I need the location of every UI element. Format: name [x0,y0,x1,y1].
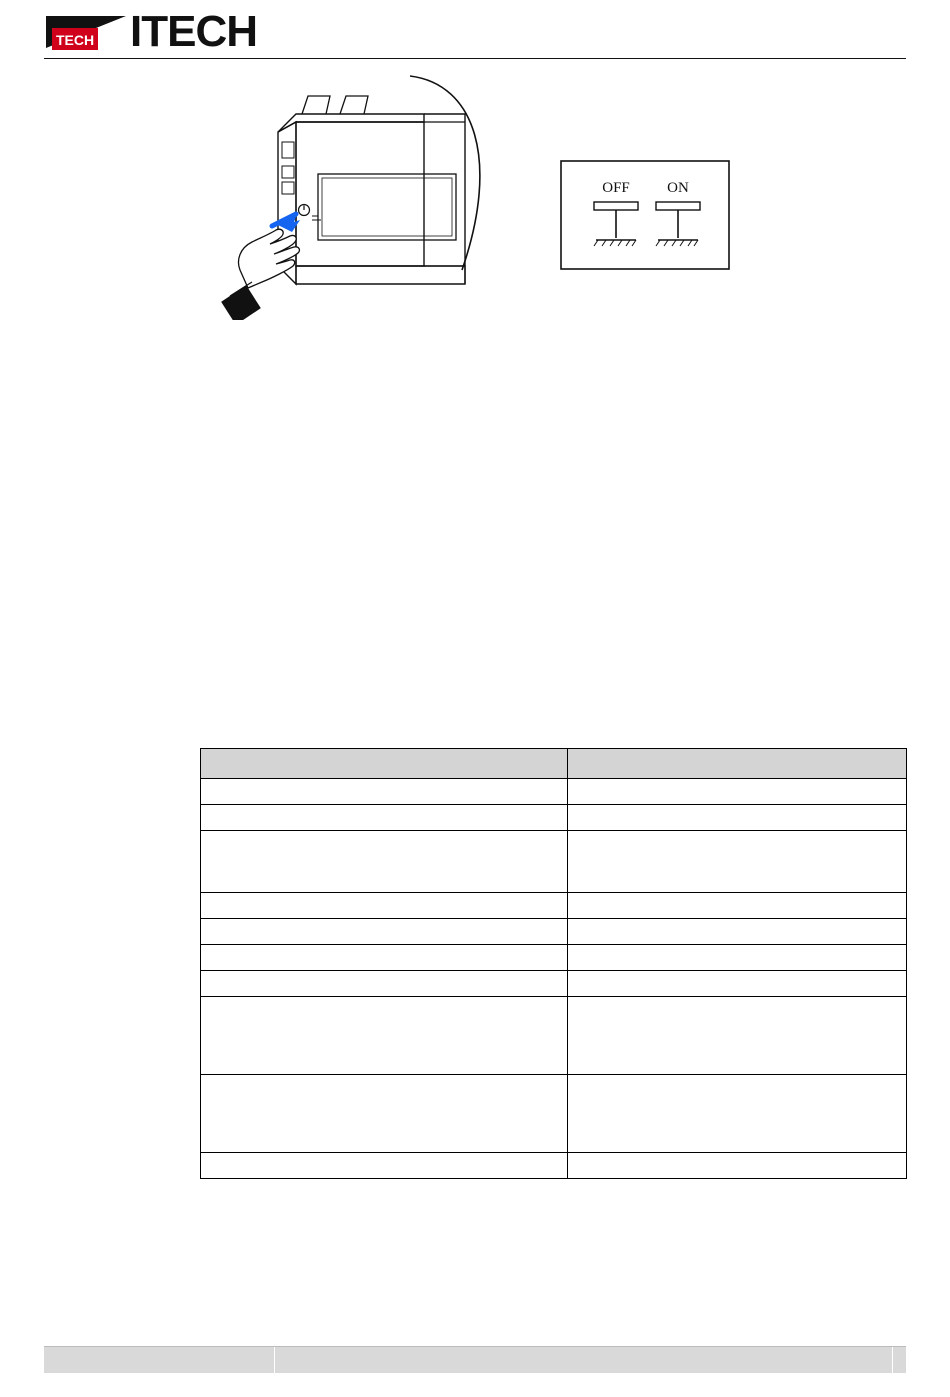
table-cell-left [201,1075,568,1153]
brand-logo [44,7,274,56]
table-header-cell-left [201,749,568,779]
table-row [201,831,907,893]
table-cell-left [201,779,568,805]
footer-divider-left [274,1347,275,1373]
switch-on-label: ON [667,180,689,196]
table-cell-right [568,893,907,919]
table-row [201,1153,907,1179]
table-row [201,1075,907,1153]
table-cell-left [201,971,568,997]
table-row [201,893,907,919]
table-row [201,919,907,945]
table-cell-right [568,971,907,997]
svg-text:TECH: TECH [55,32,95,48]
table-cell-left [201,919,568,945]
table-cell-right [568,945,907,971]
table-cell-left [201,831,568,893]
specification-table [200,748,907,1179]
header-divider [44,58,906,59]
brand-name: ITECH [130,7,257,56]
table-header-cell-right [568,749,907,779]
figure-area [0,62,950,332]
table-row [201,779,907,805]
table-row [201,997,907,1075]
table-cell-left [201,805,568,831]
itech-logo-mark-icon [44,14,128,54]
table-cell-right [568,779,907,805]
power-switch-position-diagram [560,160,730,270]
table-cell-right [568,919,907,945]
table-cell-right [568,997,907,1075]
table-cell-left [201,893,568,919]
footer-divider-right [892,1347,893,1373]
table-cell-left [201,945,568,971]
table-row [201,971,907,997]
table-cell-right [568,1153,907,1179]
page-footer [44,1346,906,1373]
table-row [201,805,907,831]
table-cell-left [201,1153,568,1179]
table-row [201,945,907,971]
table-cell-left [201,997,568,1075]
table-cell-right [568,805,907,831]
table-cell-right [568,1075,907,1153]
switch-off-label: OFF [602,180,630,196]
table-cell-right [568,831,907,893]
instrument-front-panel-illustration [200,70,530,320]
page-header [0,0,950,62]
table-header-row [201,749,907,779]
